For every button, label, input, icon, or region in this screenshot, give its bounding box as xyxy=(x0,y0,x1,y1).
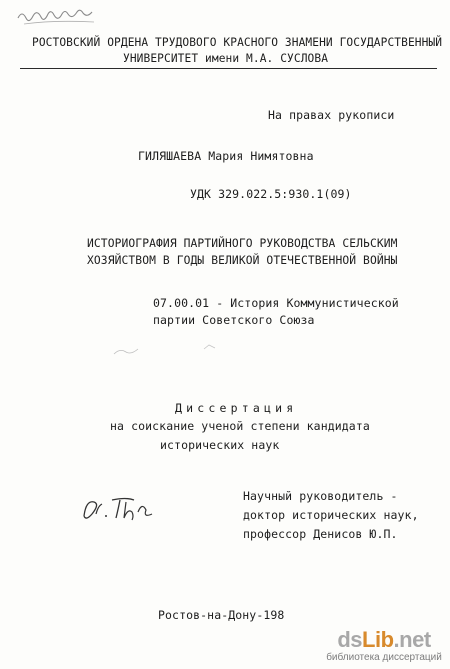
manuscript-rights-note: На правах рукописи xyxy=(268,108,395,122)
university-name-line-2: УНИВЕРСИТЕТ имени М.А. СУСЛОВА xyxy=(123,52,329,65)
udk-code: УДК 329.022.5:930.1(09) xyxy=(190,187,352,201)
pencil-mark xyxy=(112,344,142,358)
dslib-logo xyxy=(326,629,442,651)
dissertation-label: Диссертация xyxy=(175,401,298,415)
thesis-title-line-2: ХОЗЯЙСТВОМ В ГОДЫ ВЕЛИКОЙ ОТЕЧЕСТВЕННОЙ ВОЙНЫ xyxy=(87,254,398,267)
advisor-line-2: доктор исторических наук, xyxy=(243,508,419,522)
university-name-line-1: РОСТОВСКИЙ ОРДЕНА ТРУДОВОГО КРАСНОГО ЗНАМЕНИ ГОСУДАРСТВЕННЫЙ xyxy=(32,36,443,49)
dslib-logo-net: .net xyxy=(393,627,431,652)
dslib-watermark xyxy=(326,629,442,663)
specialty-line-1: 07.00.01 - История Коммунистической xyxy=(153,296,399,310)
specialty-line-2: партии Советского Союза xyxy=(153,313,315,327)
advisor-line-1: Научный руководитель - xyxy=(243,489,398,503)
pencil-mark xyxy=(202,342,218,352)
handwritten-signature xyxy=(78,490,156,526)
dslib-logo-ds: ds xyxy=(337,627,363,652)
degree-line-1: на соискание ученой степени кандидата xyxy=(110,419,370,433)
thesis-title-line-1: ИСТОРИОГРАФИЯ ПАРТИЙНОГО РУКОВОДСТВА СЕЛЬСКИМ xyxy=(87,237,398,250)
handwritten-corner-note xyxy=(14,4,114,30)
degree-line-2: исторических наук xyxy=(160,438,280,452)
dslib-caption: библиотека диссертаций xyxy=(326,652,442,663)
city-and-year: Ростов-на-Дону-198 xyxy=(158,608,285,622)
advisor-line-3: профессор Денисов Ю.П. xyxy=(243,527,398,541)
header-divider xyxy=(20,68,437,69)
dslib-logo-lib: Lib xyxy=(362,627,394,652)
author-name: ГИЛЯШАЕВА Мария Нимятовна xyxy=(138,149,314,163)
